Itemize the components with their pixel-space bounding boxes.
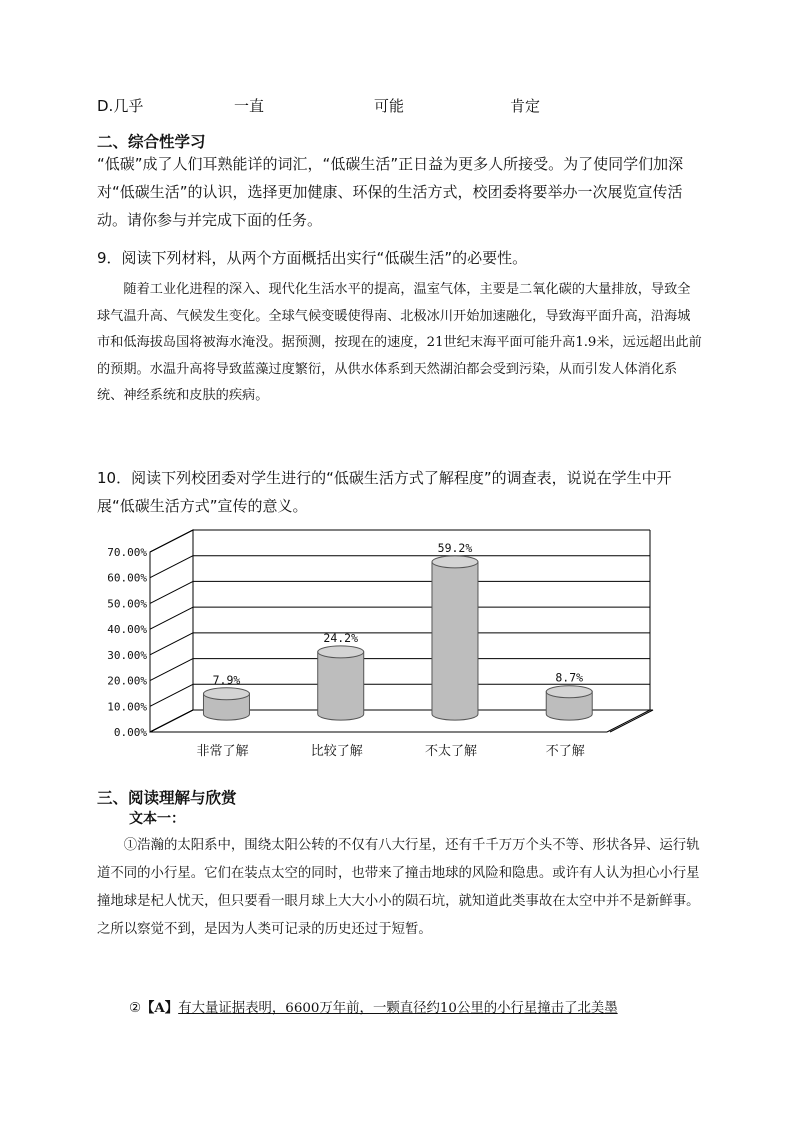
grid-side-line xyxy=(150,684,193,706)
grid-side-line xyxy=(150,581,193,603)
option-label: D.几乎 xyxy=(97,97,144,115)
data-label-4: 8.7% xyxy=(555,670,584,685)
grid-side-line xyxy=(150,607,193,629)
section2-intro: “低碳”成了人们耳熟能详的词汇，“低碳生活”正日益为更多人所接受。为了使同学们加深对“低碳生活”的认识，选择更加健康、环保的生活方式，校团委将要举办一次展览宣传活动。请你参与并完成下面的任务。 xyxy=(97,155,684,229)
y-tick-label: 30.00% xyxy=(107,648,147,662)
option-item-3: 肯定 xyxy=(510,97,541,115)
chart-bars xyxy=(203,556,592,720)
section2-heading: 二、综合性学习 xyxy=(97,133,206,151)
chart-floor-right-edge xyxy=(607,710,650,732)
underlined-sentence: 有大量证据表明，6600万年前，一颗直径约10公里的小行星撞击了北美墨 xyxy=(178,1001,618,1016)
y-tick-label: 40.00% xyxy=(107,623,147,637)
x-category-3: 不太了解 xyxy=(424,744,477,759)
text-one-label: 文本一： xyxy=(129,811,185,827)
bar-top xyxy=(318,646,364,658)
data-label-3: 59.2% xyxy=(437,540,473,555)
grid-side-line xyxy=(150,633,193,655)
y-tick-label: 70.00% xyxy=(107,546,147,559)
section3-heading: 三、阅读理解与欣赏 xyxy=(97,789,237,807)
bar-body xyxy=(432,562,478,720)
data-label-1: 7.9% xyxy=(212,672,241,687)
bar-top xyxy=(546,686,592,698)
bar-top xyxy=(203,688,249,700)
chart-data-labels xyxy=(213,541,584,687)
chart-x-categories xyxy=(196,743,584,759)
y-tick-label: 0.00% xyxy=(113,726,147,739)
chart-side-wall xyxy=(150,530,193,732)
chart-y-ticks xyxy=(107,546,147,739)
bar-4 xyxy=(546,686,592,720)
bar-top xyxy=(432,556,478,568)
x-category-1: 非常了解 xyxy=(196,744,249,759)
grid-side-line xyxy=(150,556,193,578)
grid-side-line xyxy=(150,530,193,552)
grid-side-line xyxy=(150,710,193,732)
option-item-1: 一直 xyxy=(234,97,265,115)
x-category-2: 比较了解 xyxy=(310,744,363,759)
bar-1 xyxy=(203,688,249,720)
data-label-2: 24.2% xyxy=(323,630,359,645)
bar-2 xyxy=(318,646,364,720)
grid-side-line xyxy=(150,659,193,681)
q9-material: 随着工业化进程的深入、现代化生活水平的提高，温室气体，主要是二氧化碳的大量排放，导致全球气温升高、气候发生变化。全球气候变暖使得南、北极冰川开始加速融化，导致海平面升高，沿海城市和低海拔岛国将被海水淹没。据预测，按现在的速度，21世纪末海平面可能升高1.9米，远远超出此前的预期。水温升高将导致蓝藻过度繁衍，从供水体系到天然湖泊都会受到污染，从而引发人体消化系统、神经系统和皮肤的疾病。 xyxy=(97,282,702,403)
bar-body xyxy=(318,652,364,720)
y-tick-label: 50.00% xyxy=(107,597,147,611)
y-tick-label: 60.00% xyxy=(107,571,147,585)
marker-a: 【A】 xyxy=(141,1000,179,1016)
x-category-4: 不了解 xyxy=(545,744,585,759)
text-one-paragraph-2 xyxy=(129,994,709,1023)
bar-3 xyxy=(432,556,478,720)
y-tick-label: 10.00% xyxy=(107,700,147,714)
option-item-2: 可能 xyxy=(374,97,405,115)
y-tick-label: 20.00% xyxy=(107,674,147,688)
text-one-paragraph-1: ①浩瀚的太阳系中，围绕太阳公转的不仅有八大行星，还有千千万万个头不等、形状各异、运行轨道不同的小行星。它们在装点太空的同时，也带来了撞击地球的风险和隐患。或许有人认为担心小行星撞地球是杞人忧天，但只要看一眼月球上大大小小的陨石坑，就知道此类事故在太空中并不是新鲜事。之所以察觉不到，是因为人类可记录的历史还过于短暂。 xyxy=(97,838,700,937)
paragraph-number: ② xyxy=(129,1001,142,1016)
survey-bar-chart xyxy=(90,527,670,767)
question-9: 9．阅读下列材料，从两个方面概括出实行“低碳生活”的必要性。 xyxy=(97,249,528,267)
question-10: 10．阅读下列校团委对学生进行的“低碳生活方式了解程度”的调查表，说说在学生中开展“低碳生活方式”宣传的意义。 xyxy=(97,469,672,515)
